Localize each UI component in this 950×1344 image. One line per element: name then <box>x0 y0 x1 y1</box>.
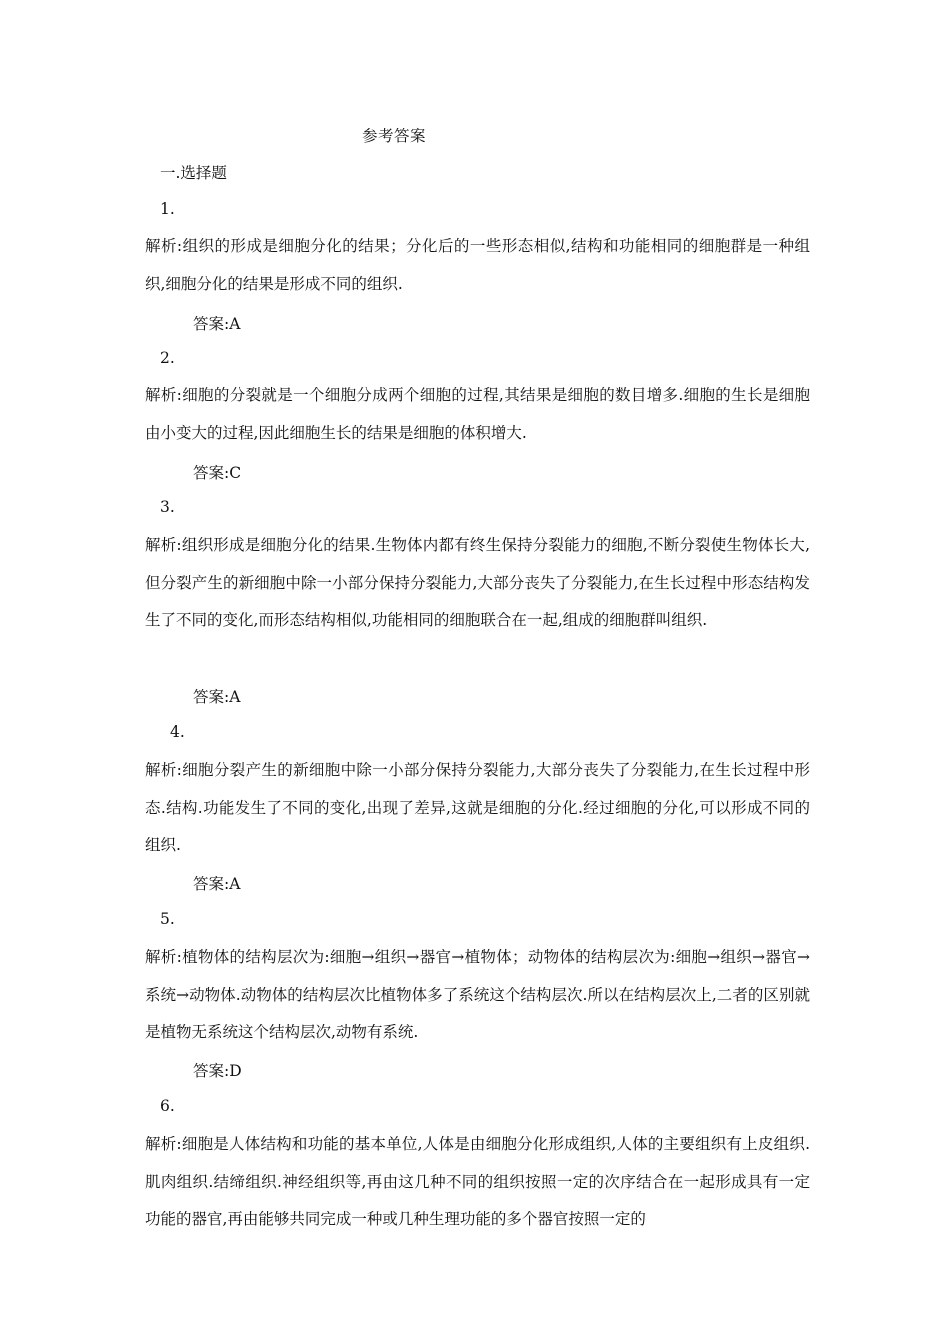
question-explanation: 解析:组织形成是细胞分化的结果.生物体内都有终生保持分裂能力的细胞,不断分裂使生物体长大,但分裂产生的新细胞中除一小部分保持分裂能力,大部分丧失了分裂能力,在生长过程中形态结构发生了不同的变化,而形态结构相似,功能相同的细胞联合在一起,组成的细胞群叫组织. <box>145 536 810 629</box>
question-explanation: 解析:组织的形成是细胞分化的结果；分化后的一些形态相似,结构和功能相同的细胞群是一种组织,细胞分化的结果是形成不同的组织. <box>145 237 810 293</box>
question-number: 1. <box>160 200 175 218</box>
question-number: 3. <box>160 498 175 516</box>
question-answer: 答案:D <box>193 1062 242 1080</box>
question-answer: 答案:A <box>193 315 241 333</box>
question-number: 4. <box>170 723 185 741</box>
question-number: 2. <box>160 349 175 367</box>
question-explanation: 解析:细胞的分裂就是一个细胞分成两个细胞的过程,其结果是细胞的数目增多.细胞的生长是细胞由小变大的过程,因此细胞生长的结果是细胞的体积增大. <box>145 386 810 442</box>
page-title: 参考答案 <box>362 127 427 145</box>
section-heading: 一.选择题 <box>160 164 227 182</box>
question-explanation: 解析:植物体的结构层次为:细胞→组织→器官→植物体；动物体的结构层次为:细胞→组织→器官→系统→动物体.动物体的结构层次比植物体多了系统这个结构层次.所以在结构层次上,二者的区别就是植物无系统这个结构层次,动物有系统. <box>145 948 810 1041</box>
question-answer: 答案:C <box>193 464 242 482</box>
question-number: 6. <box>160 1097 175 1115</box>
question-answer: 答案:A <box>193 688 241 706</box>
question-explanation: 解析:细胞分裂产生的新细胞中除一小部分保持分裂能力,大部分丧失了分裂能力,在生长过程中形态.结构.功能发生了不同的变化,出现了差异,这就是细胞的分化.经过细胞的分化,可以形成不同的组织. <box>145 761 810 854</box>
question-number: 5. <box>160 910 175 928</box>
question-explanation: 解析:细胞是人体结构和功能的基本单位,人体是由细胞分化形成组织,人体的主要组织有上皮组织.肌肉组织.结缔组织.神经组织等,再由这几种不同的组织按照一定的次序结合在一起形成具有一定功能的器官,再由能够共同完成一种或几种生理功能的多个器官按照一定的 <box>145 1135 810 1228</box>
question-answer: 答案:A <box>193 875 241 893</box>
